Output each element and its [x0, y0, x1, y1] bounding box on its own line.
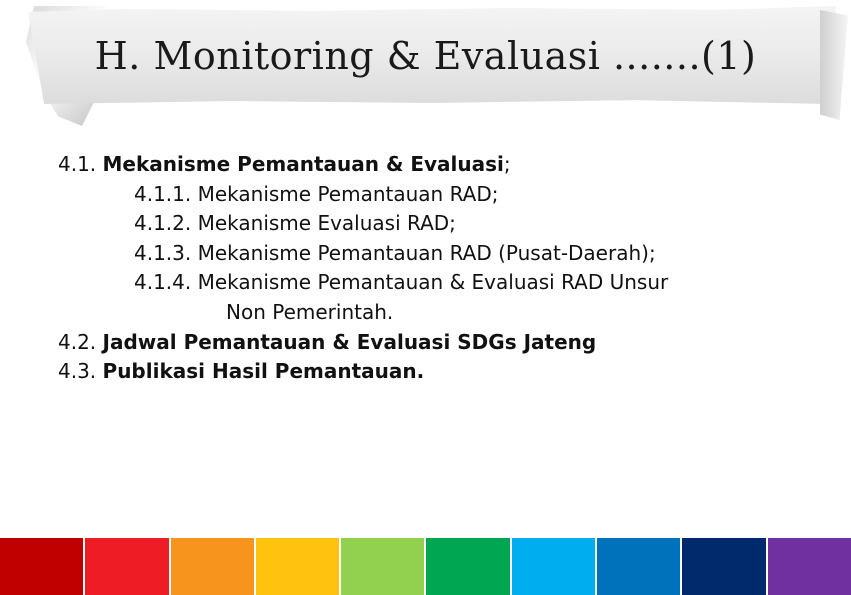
- rainbow-color-bar: [0, 538, 851, 595]
- item-number: 4.1.4.: [134, 270, 192, 295]
- item-number: 4.1.3.: [134, 240, 192, 265]
- color-bar-segment: [680, 538, 765, 595]
- page-title: H. Monitoring & Evaluasi .......(1): [94, 34, 757, 78]
- color-bar-segment: [254, 538, 339, 595]
- color-bar-segment: [339, 538, 424, 595]
- item-text: Mekanisme Pemantauan & Evaluasi: [102, 152, 504, 176]
- item-text: Mekanisme Pemantauan RAD (Pusat-Daerah);: [197, 240, 656, 265]
- color-bar-segment: [169, 538, 254, 595]
- item-number: 4.2.: [58, 329, 97, 354]
- item-number: 4.1.2.: [134, 211, 192, 236]
- item-text: Mekanisme Evaluasi RAD;: [197, 211, 456, 236]
- item-number: 4.1.: [58, 152, 97, 176]
- item-text: Jadwal Pemantauan & Evaluasi SDGs Jateng: [102, 329, 597, 354]
- list-item-4-1-2: [58, 209, 818, 239]
- list-item-4-1: [58, 150, 818, 180]
- item-text: Publikasi Hasil Pemantauan.: [102, 359, 425, 384]
- item-text: Non Pemerintah.: [226, 299, 394, 324]
- item-text: Mekanisme Pemantauan & Evaluasi RAD Unsur: [197, 270, 669, 295]
- color-bar-segment: [83, 538, 168, 595]
- item-text: Mekanisme Pemantauan RAD;: [197, 181, 499, 206]
- list-item-4-3: [58, 357, 818, 387]
- color-bar-segment: [424, 538, 509, 595]
- list-item-4-1-4: [58, 268, 818, 298]
- list-item-4-2: [58, 328, 818, 358]
- list-item-continuation: [58, 298, 818, 328]
- list-item-4-1-1: [58, 180, 818, 210]
- item-suffix: ;: [503, 152, 511, 176]
- color-bar-segment: [595, 538, 680, 595]
- item-number: 4.1.1.: [134, 181, 192, 206]
- item-number: 4.3.: [58, 359, 97, 384]
- color-bar-segment: [0, 538, 83, 595]
- outline-list: [58, 150, 818, 387]
- color-bar-segment: [766, 538, 851, 595]
- color-bar-segment: [510, 538, 595, 595]
- list-item-4-1-3: [58, 239, 818, 269]
